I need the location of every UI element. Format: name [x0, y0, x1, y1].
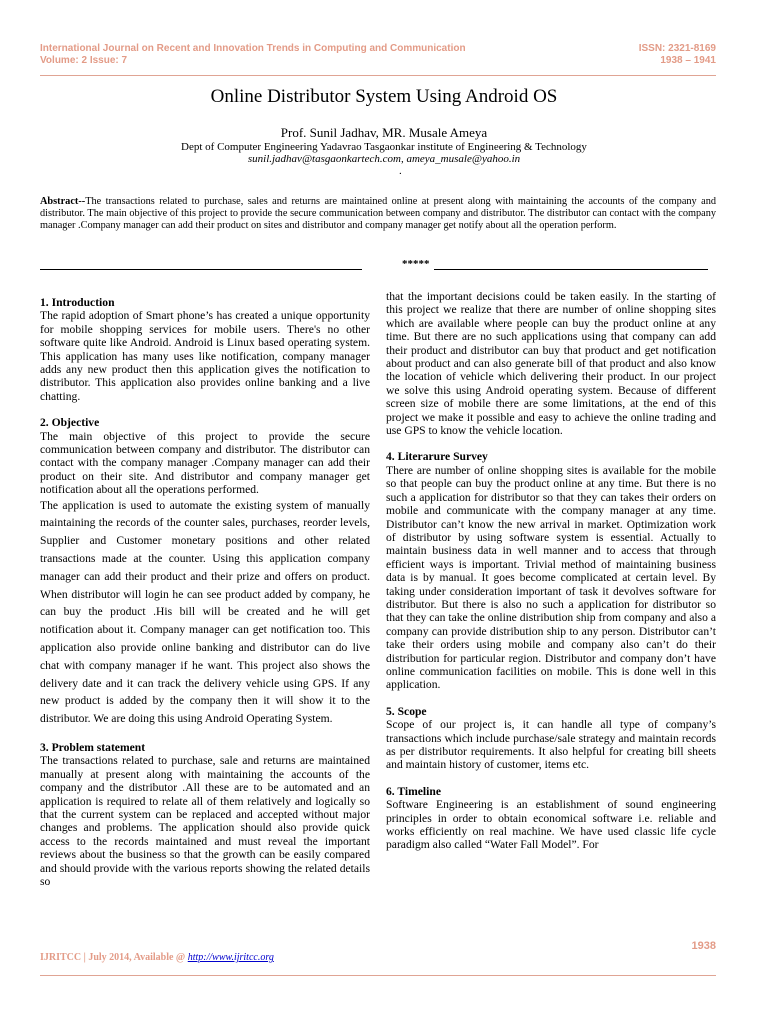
footer-rule — [40, 975, 716, 976]
objective-text-2: The application is used to automate the existing system of manually maintaining the records of the counter sales, purchases, reorder levels, Supplier and Customer monetary positions and other related transactions made at the counter. Using this application company manager can add their product and their prize and offers on product. When distributor will login he can see product added by company, he can buy the product .His bill will be created and he will get notification about it. Company manager can get notification too. This application also provide online banking and distributor can do live chat with company manager if he want. This project also shows the delivery date and it can track the delivery vehicle using GPS. If any new product is added by the company then it will show it to the distributor. We are doing this using Android Operating System. — [40, 498, 370, 726]
separator-stars: ***** — [402, 258, 430, 270]
abstract-label: Abstract-- — [40, 196, 86, 207]
page-number: 1938 — [691, 940, 716, 952]
problem-text: The transactions related to purchase, sale and returns are maintained manually at present along with maintaining the accounts of the company and the distributor .All these are to be automated and an application is required to relate all of them relatively and logically so that the current system can be replaced and accepted without major changes and problems. The application should also provide quick access to the records maintained and must reveal the important reviews about the business so that the growth can be easily compared and should provide with the various reports showing the related details so — [40, 754, 370, 889]
paper-authors: Prof. Sunil Jadhav, MR. Musale Ameya — [280, 125, 488, 140]
section-heading-scope: 5. Scope — [386, 704, 427, 718]
separator-line-right — [434, 269, 708, 270]
section-heading-problem: 3. Problem statement — [40, 741, 146, 755]
page-range: 1938 – 1941 — [660, 55, 716, 66]
section-heading-survey: 4. Literarure Survey — [386, 450, 488, 464]
paper-title: Online Distributor System Using Android OS — [210, 86, 558, 107]
paper-emails: sunil.jadhav@tasgaonkartech.com, ameya_musale@yahoo.in — [247, 153, 521, 165]
introduction-text: The rapid adoption of Smart phone’s has created a unique opportunity for mobile shopping services for mobile users. There's no other software quite like Android. Android is Linux based operating system. This application has many uses like notification, company manager adds any new product then this application gives the notification to distributor. This application also provides online banking and a live chatting. — [40, 309, 370, 403]
right-column — [386, 290, 716, 852]
section-separator — [40, 258, 716, 272]
paper-department: Dept of Computer Engineering Yadavrao Tasgaonkar institute of Engineering & Technology — [181, 141, 587, 153]
scope-text: Scope of our project is, it can handle all type of company’s transactions which include purchase/sale strategy and maintain records as per distributor requirements. It also helpful for creating bill sheets and maintain history of customer, items etc. — [386, 718, 716, 772]
survey-text: There are number of online shopping sites is available for the mobile so that people can buy the product online at any time. But there is no such a application for distributor so that they can takes their orders on mobile and communicate with the company manager at any time. Distributor can’t know the new arrival in market. Optimization work of distributor by using software system is essential. Actually to maintain business data in well manner and to access that through efficient ways is important. Trivial method of maintaining business data is by manual. It goes become complicated at certain level. By taking under consideration important of task it devolves software for distributor. But there is also no such a application for distributor so that they can take the online distribution ship from company and also a company can provide distribution ship to any person. Distributor can’t take their orders using mobile and company also can’t do their distribution for particular region. Distributor and company don’t have online communication facilities on mobile. This is done well in this application. — [386, 463, 716, 692]
footer — [40, 952, 274, 963]
abstract-text: The transactions related to purchase, sales and returns are maintained online at present along with maintaining the accounts of the company and distributor. The main objective of this project to provide the secure communication between company and distributor. The distributor can contact with the company manager .Company manager can add their product on sites and distributor and company manager get notify about all the operation perform. — [40, 196, 716, 231]
issn-header — [639, 43, 716, 67]
footer-link[interactable]: http://www.ijritcc.org — [187, 952, 274, 963]
section-heading-timeline: 6. Timeline — [386, 784, 441, 798]
left-column — [40, 296, 370, 889]
journal-name: International Journal on Recent and Innovation Trends in Computing and Communication — [40, 43, 466, 54]
objective-text-1: The main objective of this project to provide the secure communication between company and distributor. The distributor can contact with the company manager .Company manager can add their product on their site. And distributor and company manager get notification about all the operations performed. — [40, 429, 370, 497]
section-heading-introduction: 1. Introduction — [40, 296, 115, 309]
timeline-text: Software Engineering is an establishment of sound engineering principles in order to obtain economical software i.e. reliable and works efficiently on real machine. We have used classic life cycle paradigm also called “Water Fall Model”. For — [386, 798, 716, 852]
journal-volume: Volume: 2 Issue: 7 — [40, 55, 128, 66]
separator-line-left — [40, 269, 362, 270]
journal-header — [40, 43, 466, 67]
section-heading-objective: 2. Objective — [40, 416, 100, 430]
abstract — [40, 196, 716, 232]
header-rule — [40, 75, 716, 76]
issn: ISSN: 2321-8169 — [638, 43, 716, 54]
problem-text-continued: that the important decisions could be taken easily. In the starting of this project we realize that there are number of online shopping sites which are available where people can buy the product online at any time. But there are no such applications using that company can add their product and distributor can buy that product and get notification about product and can also generate bill of that product and also know the location of vehicle which delivering their product. In our project we solve this using Android operating system. Because of different screen size of mobile there are some limitations, at the end of this project we make it possible and easy to achieve the online trading and use GPS to know the vehicle location. — [386, 290, 716, 438]
footer-text: IJRITCC | July 2014, Available @ — [40, 952, 188, 963]
stray-dot: . — [399, 165, 402, 177]
